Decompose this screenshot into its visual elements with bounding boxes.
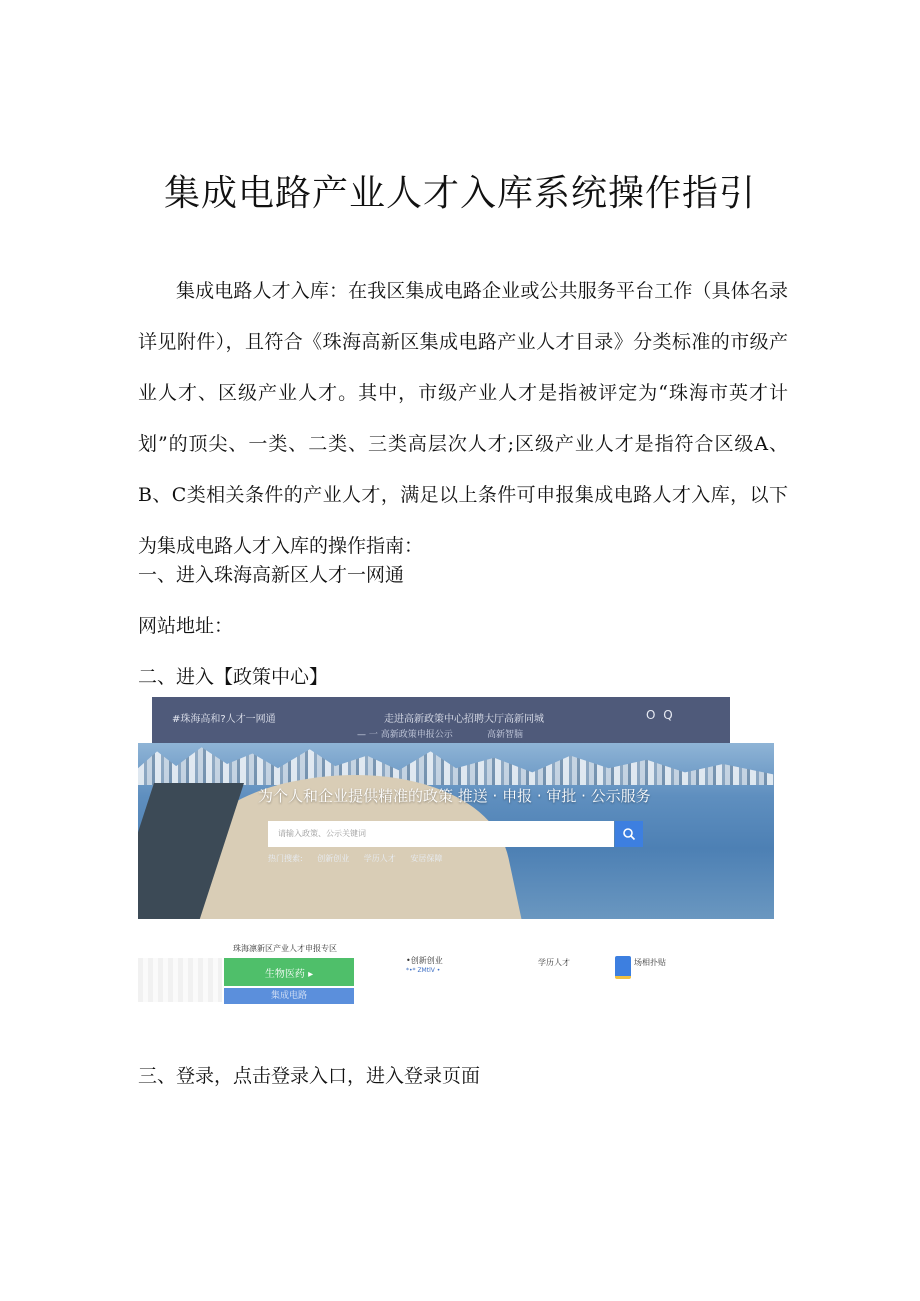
hero-headline: 为个人和企业提供精准的政策 推送 · 申报 · 审批 · 公示服务: [258, 787, 651, 805]
search-icon: [622, 827, 636, 841]
website-address-line: 网站地址：: [138, 615, 234, 637]
hot-search-item[interactable]: 安居保障: [410, 854, 443, 863]
portal-hero-banner: [138, 743, 774, 919]
hot-search-label: 热门搜索:: [268, 854, 303, 863]
portal-submenu-policy-notice[interactable]: — 一 高新政策申报公示: [357, 730, 453, 740]
category-innovation-sub: *•* ZMtlV •: [406, 967, 441, 974]
category-innovation[interactable]: •创新创业: [406, 956, 443, 965]
document-title: 集成电路产业人才入库系统操作指引: [163, 173, 756, 214]
step-three-heading: 三、登录，点击登录入口，进入登录页面: [138, 1065, 481, 1087]
intro-paragraph: 集成电路人才入库：在我区集成电路企业或公共服务平台工作（具体名录详见附件），且符合《珠海高新区集成电路产业人才目录》分类标准的市级产业人才、区级产业人才。其中，市级产业人才是指被评定为“珠海市英才计划”的顶尖、一类、二类、三类高层次人才;区级产业人才是指符合区级A、B、C类相关条件的产业人才，满足以上条件可申报集成电路人才入库，以下为集成电路人才入库的操作指南：: [138, 280, 788, 557]
zone-image-placeholder: [138, 958, 222, 1002]
portal-header-icons[interactable]: O Q: [646, 708, 675, 722]
search-button[interactable]: [615, 821, 643, 847]
category-subsidy[interactable]: 场相扑贴: [634, 958, 666, 967]
step-one-heading: 一、进入珠海高新区人才一网通: [138, 564, 405, 586]
biomedicine-button[interactable]: 生物医药 ▸: [224, 958, 354, 986]
document-icon: [615, 956, 631, 979]
portal-site-name[interactable]: #珠海高和?人才一网通: [172, 714, 276, 725]
hot-search-row: [268, 853, 454, 864]
hot-search-item[interactable]: 创新创业: [317, 854, 350, 863]
portal-submenu-smart-brain[interactable]: 高新智脑: [487, 730, 524, 740]
step-two-heading: 二、进入【政策中心】: [138, 666, 329, 688]
policy-search-input[interactable]: 请输入政策、公示关键词: [268, 821, 614, 847]
category-education-talent[interactable]: 学历人才: [538, 958, 570, 967]
hot-search-item[interactable]: 学历人才: [363, 854, 396, 863]
zone-title: 珠海凛新区产业人才申报专区: [233, 944, 337, 953]
city-skyline-image: [138, 743, 774, 785]
portal-application-zone: [138, 940, 774, 1006]
portal-top-bar: [152, 697, 730, 743]
portal-nav-menu[interactable]: 走进高新政策中心招聘大厅高新同城: [384, 714, 544, 725]
integrated-circuit-button[interactable]: 集成电路: [224, 988, 354, 1004]
